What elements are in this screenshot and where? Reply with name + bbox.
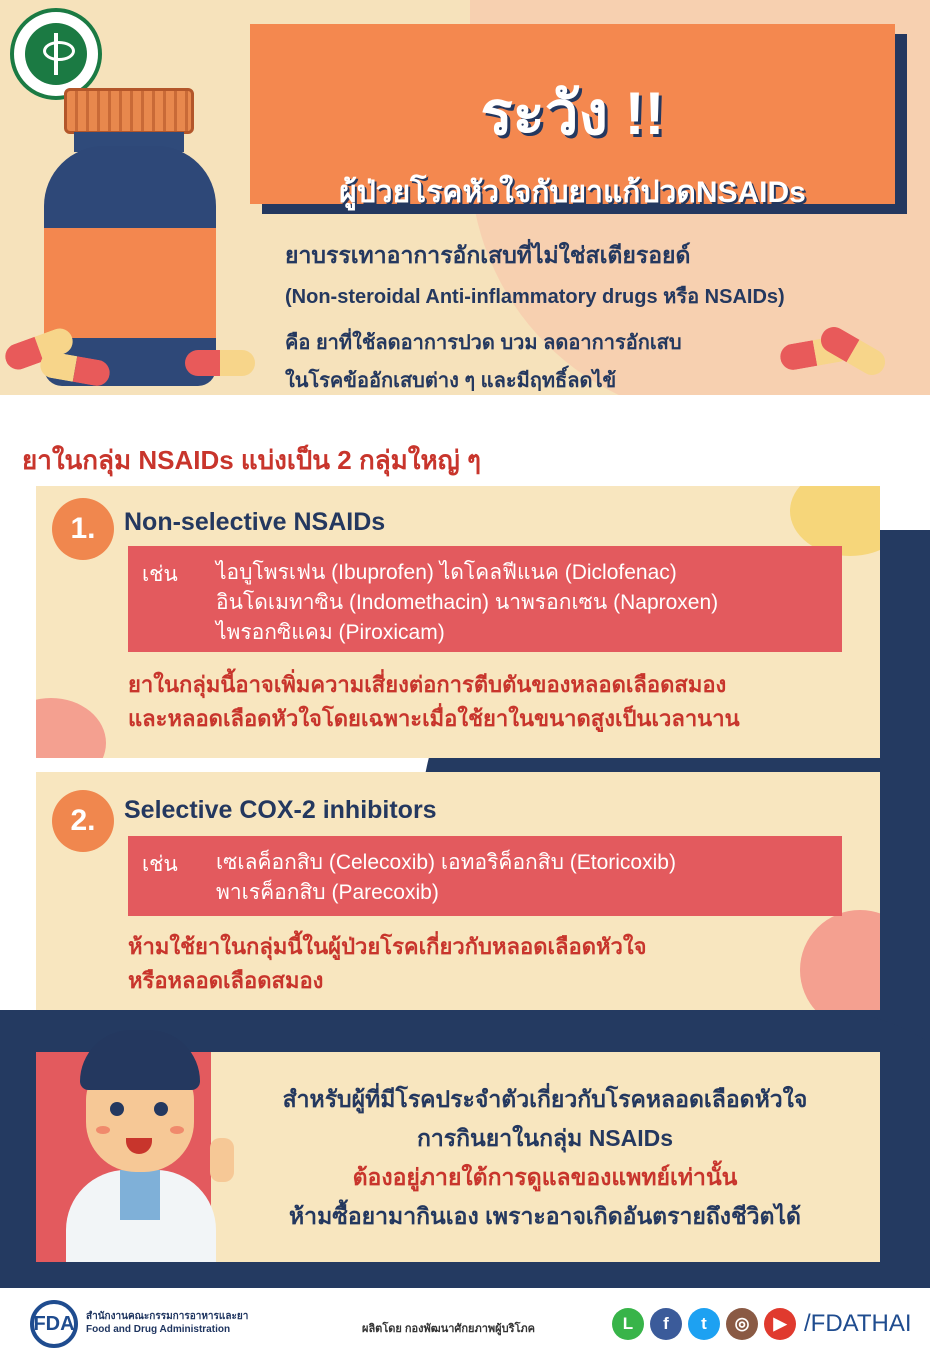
bottle-cap [64, 88, 194, 134]
twitter-icon[interactable]: t [688, 1308, 720, 1340]
example-item: เซเลค็อกสิบ (Celecoxib) เอทอริค็อกสิบ (Etoricoxib) [216, 851, 676, 874]
group-warning [128, 930, 646, 998]
page-subtitle: ผู้ป่วยโรคหัวใจกับยาแก้ปวดNSAIDs [339, 176, 806, 209]
warning-line: หรือหลอดเลือดสมอง [128, 968, 324, 993]
examples-box [128, 546, 842, 652]
capsule-icon [185, 350, 255, 376]
doctor-eye [154, 1102, 168, 1116]
advice-line: ห้ามซื้อยามากินเอง เพราะอาจเกิดอันตรายถึงชีวิตได้ [289, 1203, 801, 1229]
intro-line: คือ ยาที่ใช้ลดอาการปวด บวม ลดอาการอักเสบ [285, 332, 682, 354]
instagram-icon[interactable]: ◎ [726, 1308, 758, 1340]
line-icon[interactable]: L [612, 1308, 644, 1340]
title-box [250, 24, 895, 209]
advice-text [215, 1080, 875, 1236]
decor-blob [800, 910, 880, 1010]
advice-line: การกินยาในกลุ่ม NSAIDs [416, 1125, 674, 1151]
examples-label: เช่น [142, 563, 178, 586]
example-item: อินโดเมทาซิน (Indomethacin) นาพรอกเซน (Naproxen) [216, 591, 719, 614]
social-links [612, 1308, 912, 1340]
fda-logo: FDA [30, 1300, 78, 1348]
group-card-2 [36, 772, 880, 1010]
examples-list [216, 558, 719, 644]
doctor-illustration [40, 1020, 240, 1262]
group-card-1 [36, 486, 880, 758]
group-number-badge: 1. [52, 498, 114, 560]
doctor-cheek [96, 1126, 110, 1134]
footer [0, 1288, 930, 1360]
group-title: Selective COX-2 inhibitors [124, 796, 437, 824]
examples-box [128, 836, 842, 916]
fda-org-name [86, 1310, 248, 1336]
warning-line: และหลอดเลือดหัวใจโดยเฉพาะเมื่อใช้ยาในขนาดสูงเป็นเวลานาน [128, 706, 740, 731]
doctor-eye [110, 1102, 124, 1116]
group-number-badge: 2. [52, 790, 114, 852]
example-item: ไอบูโพรเฟน (Ibuprofen) ไดโคลฟีแนค (Diclofenac) [216, 561, 677, 584]
example-item: พาเรค็อกสิบ (Parecoxib) [216, 881, 439, 904]
intro-line: ในโรคข้ออักเสบต่าง ๆ และมีฤทธิ์ลดไข้ [285, 370, 617, 392]
advice-line: สำหรับผู้ที่มีโรคประจำตัวเกี่ยวกับโรคหลอดเลือดหัวใจ [282, 1086, 808, 1112]
facebook-icon[interactable]: f [650, 1308, 682, 1340]
youtube-icon[interactable]: ▶ [764, 1308, 796, 1340]
examples-list [216, 848, 676, 904]
caduceus-icon [25, 23, 87, 85]
intro-line: (Non-steroidal Anti-inflammatory drugs หรือ NSAIDs) [285, 286, 785, 308]
header-banner [0, 0, 930, 395]
doctor-shirt [120, 1170, 160, 1220]
org-name-th: สำนักงานคณะกรรมการอาหารและยา [86, 1311, 249, 1322]
warning-line: ห้ามใช้ยาในกลุ่มนี้ในผู้ป่วยโรคเกี่ยวกับหลอดเลือดหัวใจ [128, 934, 647, 959]
group-warning [128, 668, 740, 736]
social-handle[interactable]: /FDATHAI [804, 1310, 912, 1337]
page-title: ระวัง !! [480, 80, 665, 147]
group-title: Non-selective NSAIDs [124, 508, 386, 536]
org-name-en: Food and Drug Administration [86, 1324, 231, 1335]
intro-text [285, 238, 905, 395]
advice-line: ต้องอยู่ภายใต้การดูแลของแพทย์เท่านั้น [352, 1164, 738, 1190]
decor-blob [36, 698, 106, 758]
doctor-hair [80, 1030, 200, 1090]
producer-credit: ผลิตโดย กองพัฒนาศักยภาพผู้บริโภค [362, 1323, 536, 1335]
intro-line: ยาบรรเทาอาการอักเสบที่ไม่ใช่สเตียรอยด์ [285, 242, 691, 268]
doctor-cheek [170, 1126, 184, 1134]
examples-label: เช่น [142, 853, 178, 876]
bottle-label [44, 228, 216, 338]
ministry-seal-logo [10, 8, 102, 100]
example-item: ไพรอกซิแคม (Piroxicam) [216, 621, 445, 644]
warning-line: ยาในกลุ่มนี้อาจเพิ่มความเสี่ยงต่อการตีบตันของหลอดเลือดสมอง [128, 672, 727, 697]
section-title: ยาในกลุ่ม NSAIDs แบ่งเป็น 2 กลุ่มใหญ่ ๆ [22, 445, 481, 475]
